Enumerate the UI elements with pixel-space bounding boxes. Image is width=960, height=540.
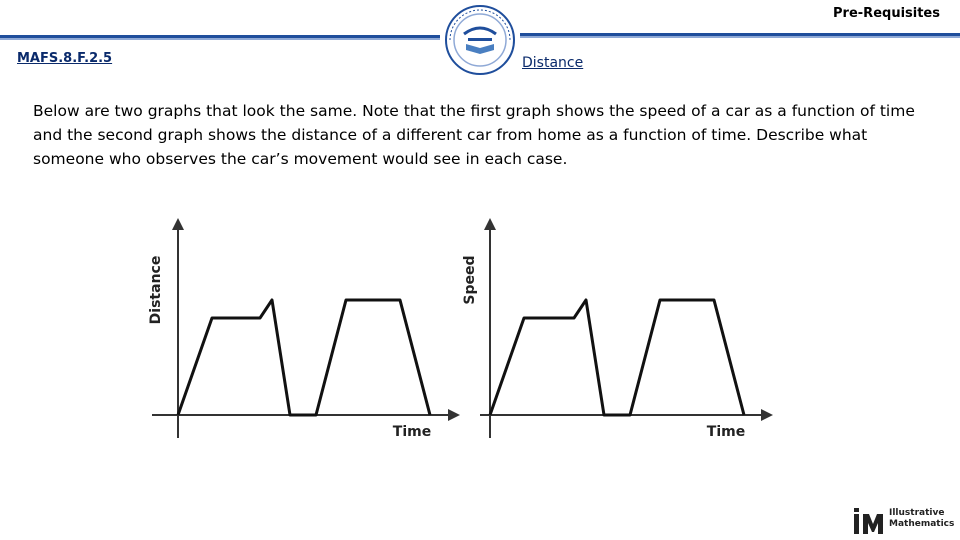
illustrative-math-brand-text [889,508,954,530]
lesson-link[interactable]: Distance [522,55,584,71]
right-x-arrow-icon [761,409,773,421]
school-logo [444,4,516,76]
left-x-label: Time [392,424,432,440]
prompt-text: Below are two graphs that look the same. Note that the first graph shows the speed of a car as a function of time and the second graph shows the distance of a different car from home as a function of time. Describe what someone who observes the car’s movement would see in each case. [33,102,915,168]
left-graph-line [178,300,430,415]
brand-line-2: Mathematics [889,519,955,529]
standard-link[interactable]: MAFS.8.F.2.5 [17,51,113,66]
header-divider-right [520,33,960,36]
left-graph [148,218,460,440]
right-graph [462,218,773,440]
right-graph-line [490,300,744,415]
header-divider-left [0,35,440,38]
right-y-label: Speed [462,255,478,305]
right-y-arrow-icon [484,218,496,230]
brand-line-1: Illustrative [889,508,945,518]
left-y-label: Distance [148,255,164,325]
page-header-title: Pre-Requisites [833,6,940,21]
right-x-label: Time [706,424,746,440]
left-y-arrow-icon [172,218,184,230]
left-x-arrow-icon [448,409,460,421]
